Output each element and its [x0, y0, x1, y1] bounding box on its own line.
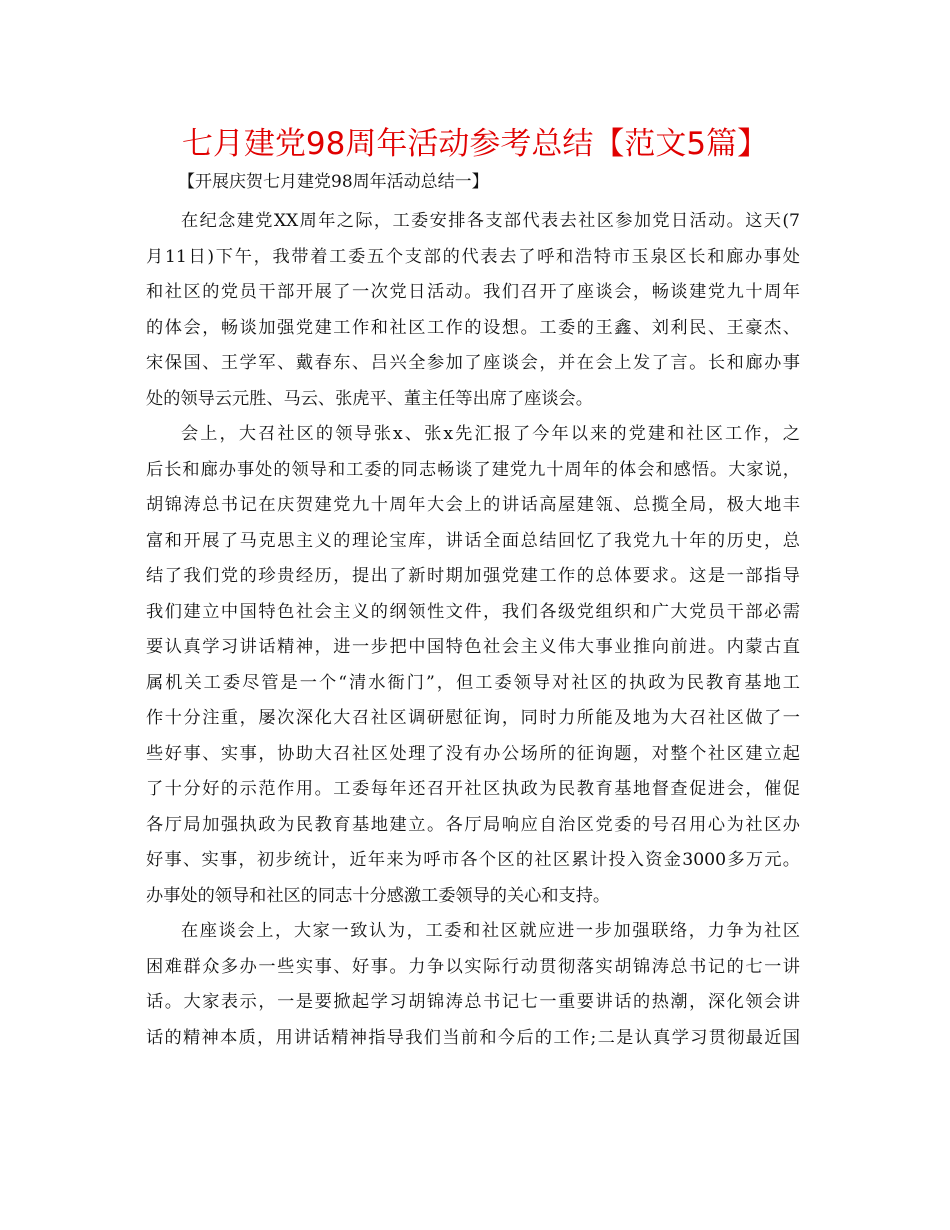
text-line: 好事、实事，初步统计，近年来为呼市各个区的社区累计投入资金3000多万元。 [146, 850, 800, 870]
text-line: 后长和廊办事处的领导和工委的同志畅谈了建党九十周年的体会和感悟。大家说， [146, 459, 800, 480]
text-line: 困难群众多办一些实事、好事。力争以实际行动贯彻落实胡锦涛总书记的七一讲 [146, 956, 800, 977]
text-line: 属机关工委尽管是一个“清水衙门”，但工委领导对社区的执政为民教育基地工 [146, 672, 800, 693]
document-body [146, 204, 800, 1056]
text-line: 各厅局加强执政为民教育基地建立。各厅局响应自治区党委的号召用心为社区办 [146, 814, 800, 835]
text-line: 作十分注重，屡次深化大召社区调研慰征询，同时力所能及地为大召社区做了一 [146, 708, 800, 728]
text-line: 月11日)下午，我带着工委五个支部的代表去了呼和浩特市玉泉区长和廊办事处 [146, 246, 800, 267]
text-line: 宋保国、王学军、戴春东、吕兴全参加了座谈会，并在会上发了言。长和廊办事 [146, 353, 800, 373]
paragraph-2 [146, 417, 800, 914]
text-line: 话。大家表示，一是要掀起学习胡锦涛总书记七一重要讲话的热潮，深化领会讲 [146, 992, 800, 1012]
text-line: 些好事、实事，协助大召社区处理了没有办公场所的征询题，对整个社区建立起 [146, 743, 800, 764]
section-subtitle: 【开展庆贺七月建党98周年活动总结一】 [178, 172, 489, 192]
text-line: 胡锦涛总书记在庆贺建党九十周年大会上的讲话高屋建瓴、总揽全局，极大地丰 [146, 495, 800, 515]
text-line: 富和开展了马克思主义的理论宝库，讲话全面总结回忆了我党九十年的历史，总 [146, 530, 800, 551]
text-line: 在座谈会上，大家一致认为，工委和社区就应进一步加强联络，力争为社区 [181, 921, 800, 941]
paragraph-1 [146, 204, 800, 417]
document-title: 七月建党98周年活动参考总结【范文5篇】 [181, 126, 769, 162]
text-line: 和社区的党员干部开展了一次党日活动。我们召开了座谈会，畅谈建党九十周年 [146, 282, 800, 302]
text-line: 我们建立中国特色社会主义的纲领性文件，我们各级党组织和广大党员干部必需 [146, 601, 800, 622]
text-line: 结了我们党的珍贵经历，提出了新时期加强党建工作的总体要求。这是一部指导 [146, 566, 800, 586]
text-line: 话的精神本质，用讲话精神指导我们当前和今后的工作;二是认真学习贯彻最近国 [146, 1027, 800, 1048]
text-line: 要认真学习讲话精神，进一步把中国特色社会主义伟大事业推向前进。内蒙古直 [146, 637, 800, 657]
text-line: 会上，大召社区的领导张x、张x先汇报了今年以来的党建和社区工作，之 [181, 424, 800, 444]
paragraph-3 [146, 914, 800, 1056]
text-line: 在纪念建党XX周年之际，工委安排各支部代表去社区参加党日活动。这天(7 [181, 211, 800, 231]
text-line: 的体会，畅谈加强党建工作和社区工作的设想。工委的王鑫、刘利民、王豪杰、 [146, 317, 800, 338]
text-line: 办事处的领导和社区的同志十分感激工委领导的关心和支持。 [146, 885, 611, 906]
text-line: 处的领导云元胜、马云、张虎平、董主任等出席了座谈会。 [146, 388, 593, 409]
text-line: 了十分好的示范作用。工委每年还召开社区执政为民教育基地督查促进会，催促 [146, 779, 800, 799]
